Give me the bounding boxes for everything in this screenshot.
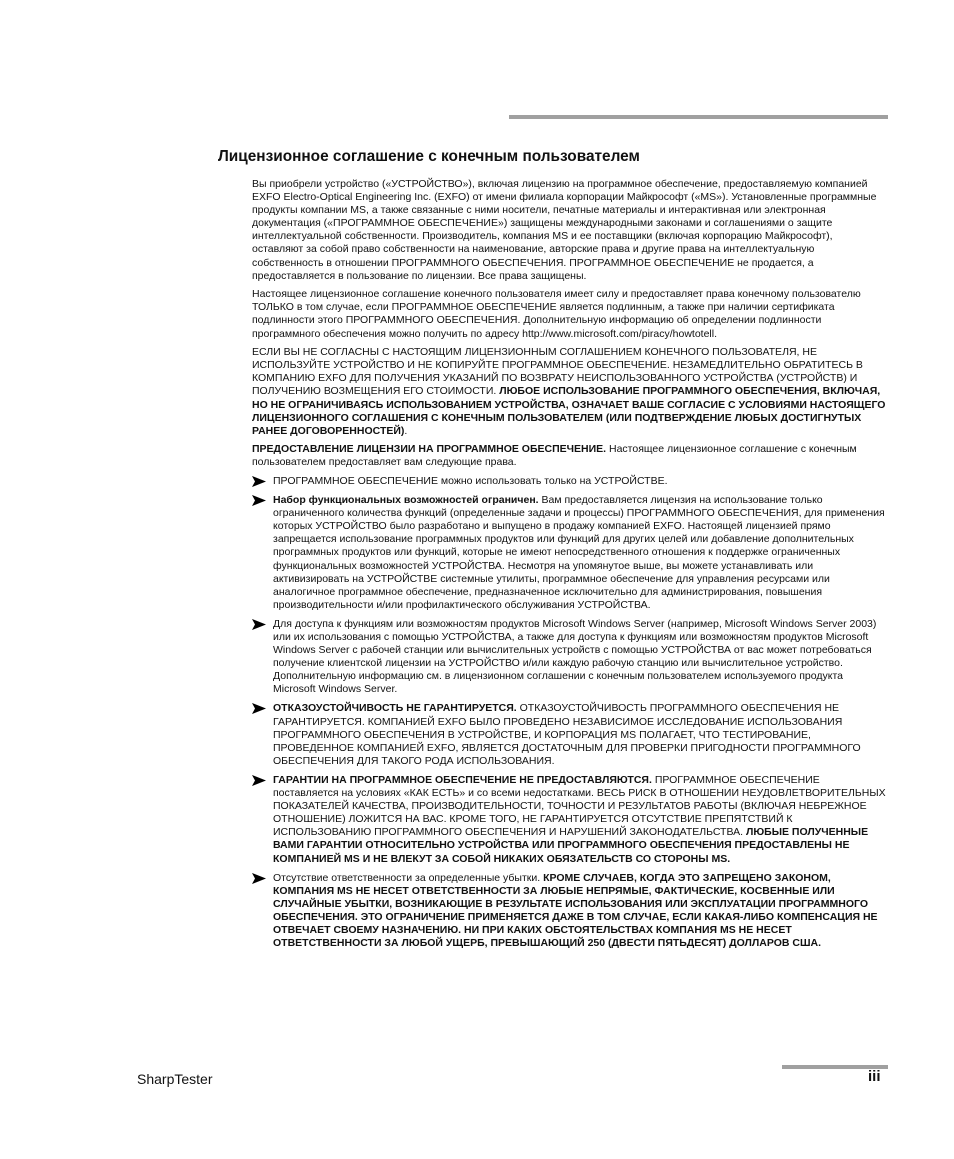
list-item-bold-text: КРОМЕ СЛУЧАЕВ, КОГДА ЭТО ЗАПРЕЩЕНО ЗАКОНОМ, КОМПАНИЯ MS НЕ НЕСЕТ ОТВЕТСТВЕННОСТИ ЗА ЛЮБЫЕ НЕПРЯМЫЕ, ФАКТИЧЕСКИЕ, КОСВЕННЫЕ ИЛИ СЛУЧАЙНЫЕ УБЫТКИ, ВОЗНИКАЮЩИЕ В РЕЗУЛЬТАТЕ ИСПОЛЬЗОВАНИЯ ИЛИ ЭКСПЛУАТАЦИИ ПРОГРАММНОГО ОБЕСПЕЧЕНИЯ. ЭТО ОГРАНИЧЕНИЕ ПРИМЕНЯЕТСЯ ДАЖЕ В ТОМ СЛУЧАЕ, ЕСЛИ КАКАЯ-ЛИБО КОМПЕНСАЦИЯ НЕ ОТВЕЧАЕТ СВОЕМУ НАЗНАЧЕНИЮ. НИ ПРИ КАКИХ ОБСТОЯТЕЛЬСТВАХ КОМПАНИЯ MS НЕ НЕСЕТ ОТВЕТСТВЕННОСТИ ЗА ЛЮБОЙ УЩЕРБ, ПРЕВЫШАЮЩИЙ 250 (ДВЕСТИ ПЯТЬДЕСЯТ) ДОЛЛАРОВ США.: [273, 871, 878, 950]
list-item-bold-text: ЛЮБЫЕ ПОЛУЧЕННЫЕ ВАМИ ГАРАНТИИ ОТНОСИТЕЛЬНО УСТРОЙСТВА ИЛИ ПРОГРАММНОГО ОБЕСПЕЧЕНИЯ ПРЕДОСТАВЛЕНЫ НЕ КОМПАНИЕЙ MS И НЕ ВЛЕКУТ ЗА СОБОЙ НИКАКИХ ОБЯЗАТЕЛЬСТВ СО СТОРОНЫ MS.: [273, 826, 869, 865]
paragraph-intro: [252, 178, 886, 283]
footer-product-name: SharpTester: [137, 1071, 213, 1087]
list-item: [252, 774, 886, 866]
page-title: Лицензионное соглашение с конечным пользователем: [218, 148, 640, 165]
list-item-bold-text: ГАРАНТИИ НА ПРОГРАММНОЕ ОБЕСПЕЧЕНИЕ НЕ ПРЕДОСТАВЛЯЮТСЯ.: [273, 773, 652, 786]
paragraph-bold-text: ПРЕДОСТАВЛЕНИЕ ЛИЦЕНЗИИ НА ПРОГРАММНОЕ ОБЕСПЕЧЕНИЕ.: [252, 443, 607, 456]
list-item-text: ОТКАЗОУСТОЙЧИВОСТЬ ПРОГРАММНОГО ОБЕСПЕЧЕНИЯ НЕ ГАРАНТИРУЕТСЯ. КОМПАНИЕЙ EXFO БЫЛО ПРОВЕДЕНО НЕЗАВИСИМОЕ ИССЛЕДОВАНИЕ ИСПОЛЬЗОВАНИЯ ПРОГРАММНОГО ОБЕСПЕЧЕНИЯ В УСТРОЙСТВЕ, И КОРПОРАЦИЯ MS ПОЛАГАЕТ, ЧТО ТЕСТИРОВАНИЕ, ПРОВЕДЕННОЕ КОМПАНИЕЙ EXFO, ЯВЛЯЕТСЯ ДОСТАТОЧНЫМ ДЛЯ ПРОВЕРКИ ПРИГОДНОСТИ ПРОГРАММНОГО ОБЕСПЕЧЕНИЯ ДЛЯ ТАКОГО РОДА ИСПОЛЬЗОВАНИЯ.: [273, 702, 861, 767]
paragraph-license-grant: [252, 443, 886, 469]
paragraph-text: Настоящее лицензионное соглашение с конечным пользователем предоставляет вам следующие права.: [252, 443, 857, 469]
paragraph-text: Настоящее лицензионное соглашение конечного пользователя имеет силу и предоставляет права конечному пользователю ТОЛЬКО в том случае, если ПРОГРАММНОЕ ОБЕСПЕЧЕНИЕ является подлинным, а также при наличии сертификата подлинности этого ПРОГРАММНОГО ОБЕСПЕЧЕНИЯ. Дополнительную информацию об определении подлинности программного обеспечения можно получить по адресу http://www.microsoft.com/piracy/howtotell.: [252, 288, 861, 340]
paragraph-disagree: [252, 346, 886, 438]
list-item-text: ПРОГРАММНОЕ ОБЕСПЕЧЕНИЕ можно использовать только на УСТРОЙСТВЕ.: [273, 474, 668, 487]
paragraph-text: Вы приобрели устройство («УСТРОЙСТВО»), включая лицензию на программное обеспечение, предоставляемую компанией EXFO Electro-Optical Engineering Inc. (EXFO) от имени филиала корпорации Майкрософт («MS»). Установленные программные продукты компании MS, а также связанные с ними носители, печатные материалы и интерактивная или электронная документация («ПРОГРАММНОЕ ОБЕСПЕЧЕНИЕ») защищены международными законами и соглашениями о защите интеллектуальной собственности. Производитель, компания MS и ее поставщики (включая корпорацию Майкрософт), оставляют за собой право собственности на наименование, авторские права и другие права на интеллектуальную собственность в отношении ПРОГРАММНОГО ОБЕСПЕЧЕНИЯ. ПРОГРАММНОЕ ОБЕСПЕЧЕНИЕ не продается, а предоставляется в пользование по лицензии. Все права защищены.: [252, 178, 877, 282]
list-item-bold-text: ОТКАЗОУСТОЙЧИВОСТЬ НЕ ГАРАНТИРУЕТСЯ.: [273, 702, 517, 715]
paragraph-text: ЕСЛИ ВЫ НЕ СОГЛАСНЫ С НАСТОЯЩИМ ЛИЦЕНЗИОННЫМ СОГЛАШЕНИЕМ КОНЕЧНОГО ПОЛЬЗОВАТЕЛЯ, НЕ ИСПОЛЬЗУЙТЕ УСТРОЙСТВО И НЕ КОПИРУЙТЕ ПРОГРАММНОЕ ОБЕСПЕЧЕНИЕ. НЕЗАМЕДЛИТЕЛЬНО ОБРАТИТЕСЬ В КОМПАНИЮ EXFO ДЛЯ ПОЛУЧЕНИЯ УКАЗАНИЙ ПО ВОЗВРАТУ НЕИСПОЛЬЗОВАННОГО УСТРОЙСТВА (УСТРОЙСТВ) И ПОЛУЧЕНИЮ ВОЗМЕЩЕНИЯ ЕГО СТОИМОСТИ.: [252, 346, 863, 398]
paragraph-bold-text: ЛЮБОЕ ИСПОЛЬЗОВАНИЕ ПРОГРАММНОГО ОБЕСПЕЧЕНИЯ, ВКЛЮЧАЯ, НО НЕ ОГРАНИЧИВАЯСЬ ИСПОЛЬЗОВАНИЕМ УСТРОЙСТВА, ОЗНАЧАЕТ ВАШЕ СОГЛАСИЕ С УСЛОВИЯМИ НАСТОЯЩЕГО ЛИЦЕНЗИОННОГО СОГЛАШЕНИЯ С КОНЕЧНЫМ ПОЛЬЗОВАТЕЛЕМ (ИЛИ ПОДТВЕРЖДЕНИЕ ЛЮБЫХ ДОСТИГНУТЫХ РАНЕЕ ДОГОВОРЕННОСТЕЙ): [252, 385, 886, 437]
paragraph-authenticity: [252, 288, 886, 340]
list-item-text: Вам предоставляется лицензия на использование только ограниченного количества функций (определенные задачи и процессы) ПРОГРАММНОГО ОБЕСПЕЧЕНИЯ, для применения которых УСТРОЙСТВО было разработано и выпущено в продажу компанией EXFO. Настоящей лицензией прямо запрещается использование программных продуктов или функций для других целей или добавление дополнительных программных продуктов или функций, которые не имеют непосредственного отношения к поддержке ограниченных функциональных возможностей УСТРОЙСТВА. Несмотря на упомянутое выше, вы можете устанавливать или активизировать на УСТРОЙСТВЕ системные утилиты, программное обеспечение для управления ресурсами или аналогичное программное обеспечение, предназначенное исключительно для администрирования, повышения производительности и/или профилактического обслуживания УСТРОЙСТВА.: [273, 494, 885, 611]
arrow-right-icon: [252, 476, 266, 487]
list-item: [252, 494, 886, 612]
list-item-text: Отсутствие ответственности за определенные убытки.: [273, 871, 544, 884]
list-item: [252, 475, 886, 488]
list-item: [252, 618, 886, 697]
list-item-text: Для доступа к функциям или возможностям продуктов Microsoft Windows Server (например, Microsoft Windows Server 2003) или их использования с помощью УСТРОЙСТВА, а также для доступа к функциям или возможностям продуктов Microsoft Windows Server с рабочей станции или вычислительных устройств с помощью УСТРОЙСТВА от вас может потребоваться получение клиентской лицензии на УСТРОЙСТВО и/или каждую рабочую станцию или вычислительное устройство. Дополнительную информацию см. в лицензионном соглашении с конечным пользователем используемого продукта Microsoft Windows Server.: [273, 617, 877, 696]
arrow-right-icon: [252, 619, 266, 630]
page-number: iii: [868, 1068, 881, 1085]
paragraph-tail: .: [404, 424, 408, 437]
arrow-right-icon: [252, 495, 266, 506]
arrow-right-icon: [252, 775, 266, 786]
arrow-right-icon: [252, 873, 266, 884]
license-body: [252, 178, 886, 956]
list-item: [252, 872, 886, 951]
list-item-text: ПРОГРАММНОЕ ОБЕСПЕЧЕНИЕ поставляется на условиях «КАК ЕСТЬ» и со всеми недостатками. ВЕСЬ РИСК В ОТНОШЕНИИ НЕУДОВЛЕТВОРИТЕЛЬНЫХ ПОКАЗАТЕЛЕЙ КАЧЕСТВА, ПРОИЗВОДИТЕЛЬНОСТИ, ТОЧНОСТИ И РЕЗУЛЬТАТОВ РАБОТЫ (ВКЛЮЧАЯ НЕБРЕЖНОЕ ОТНОШЕНИЕ) ЛОЖИТСЯ НА ВАС. КРОМЕ ТОГО, НЕ ГАРАНТИРУЕТСЯ ОТСУТСТВИЕ ПРЕПЯТСТВИЙ К ИСПОЛЬЗОВАНИЮ ПРОГРАММНОГО ОБЕСПЕЧЕНИЯ И НАРУШЕНИЙ ЗАКОНОДАТЕЛЬСТВА.: [273, 773, 886, 839]
arrow-right-icon: [252, 703, 266, 714]
header-rule: [509, 115, 888, 119]
list-item-bold-text: Набор функциональных возможностей ограничен.: [273, 494, 539, 507]
list-item: [252, 702, 886, 767]
